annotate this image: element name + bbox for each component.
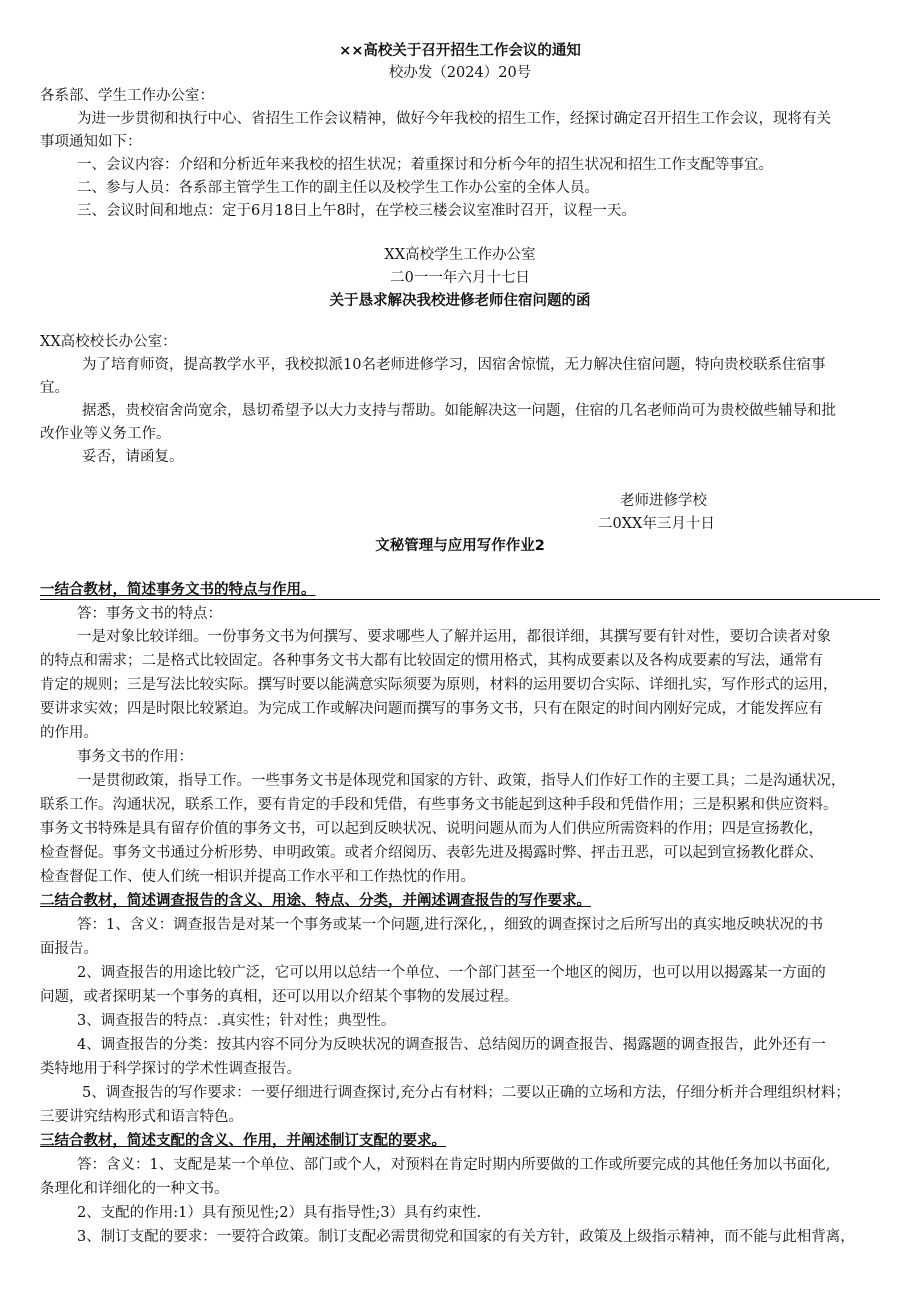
answer-line: 答：含义：1、支配是某一个单位、部门或个人，对预料在肯定时期内所要做的工作或所要完成的其他任务加以书面化,	[77, 1157, 831, 1173]
answer-line: 检查督促。事务文书通过分析形势、申明政策。或者介绍阅历、表彰先进及揭露时弊、抨击丑恶，可以起到宣扬教化群众、	[40, 845, 823, 861]
letter-title: 关于恳求解决我校进修老师住宿问题的函	[329, 293, 591, 309]
question-heading: 三结合教材，简述支配的含义、作用，并阐述制订支配的要求。	[40, 1133, 446, 1149]
notice-intro-line: 事项通知如下：	[40, 134, 142, 150]
answer-line: 2、调查报告的用途比较广泛，它可以用以总结一个单位、一个部门甚至一个地区的阅历，也可以用以揭露某一方面的	[77, 965, 826, 981]
answer-line: 事务文书的作用：	[77, 749, 193, 765]
letter-signature-org: 老师进修学校	[620, 493, 707, 509]
assignment-title: 文秘管理与应用写作作业2	[375, 538, 545, 554]
answer-line: 3、调查报告的特点：.真实性；针对性；典型性。	[77, 1013, 396, 1029]
answer-line: 一是对象比较详细。一份事务文书为何撰写、要求哪些人了解并运用，都很详细，其撰写要有针对性，要切合读者对象	[77, 629, 831, 645]
answer-line: 检查督促工作、使人们统一相识并提高工作水平和工作热忱的作用。	[40, 869, 475, 885]
answer-line: 条理化和详细化的一种文书。	[40, 1181, 229, 1197]
answer-line: 肯定的规则；三是写法比较实际。撰写时要以能满意实际须要为原则，材料的运用要切合实际、详细扎实，写作形式的运用，	[40, 677, 838, 693]
notice-intro-line: 为进一步贯彻和执行中心、省招生工作会议精神，做好今年我校的招生工作，经探讨确定召开招生工作会议，现将有关	[77, 111, 831, 127]
answer-line: 一是贯彻政策，指导工作。一些事务文书是体现党和国家的方针、政策，指导人们作好工作的主要工具；二是沟通状况，	[77, 773, 846, 789]
letter-salutation: XX高校校长办公室：	[40, 334, 177, 350]
answer-line: 问题，或者探明某一个事务的真相，还可以用以介绍某个事物的发展过程。	[40, 989, 519, 1005]
question-heading: 一结合教材，简述事务文书的特点与作用。	[40, 582, 316, 598]
answer-line: 3、制订支配的要求：一要符合政策。制订支配必需贯彻党和国家的有关方针，政策及上级指示精神，而不能与此相背离，	[77, 1229, 855, 1245]
notice-salutation: 各系部、学生工作办公室：	[40, 88, 214, 104]
letter-paragraph-line: 为了培育师资，提高教学水平，我校拟派10名老师进修学习，因宿舍惊慌，无力解决住宿问题，特向贵校联系住宿事	[82, 357, 826, 373]
answer-line: 联系工作。沟通状况，联系工作，要有肯定的手段和凭借，有些事务文书能起到这种手段和凭借作用；三是积累和供应资料。	[40, 797, 838, 813]
letter-paragraph-line: 改作业等义务工作。	[40, 426, 171, 442]
answer-line: 事务文书特殊是具有留存价值的事务文书，可以起到反映状况、说明问题从而为人们供应所需资料的作用；四是宣扬教化，	[40, 821, 823, 837]
answer-line: 三要讲究结构形式和语言特色。	[40, 1109, 243, 1125]
notice-doc-number: 校办发（2024）20号	[388, 65, 532, 81]
notice-item: 三、会议时间和地点：定于6月18日上午8时，在学校三楼会议室准时召开，议程一天。	[77, 203, 636, 219]
letter-paragraph-line: 妥否，请函复。	[82, 449, 184, 465]
letter-signature-date: 二0XX年三月十日	[598, 516, 715, 532]
question-heading: 二结合教材，简述调查报告的含义、用途、特点、分类，并阐述调查报告的写作要求。	[40, 893, 591, 909]
notice-signature-org: XX高校学生工作办公室	[384, 247, 536, 263]
notice-item: 一、会议内容：介绍和分析近年来我校的招生状况；着重探讨和分析今年的招生状况和招生工作支配等事宜。	[77, 157, 773, 173]
letter-paragraph-line: 宜。	[40, 380, 69, 396]
notice-title: ××高校关于召开招生工作会议的通知	[339, 43, 581, 59]
answer-line: 答：事务文书的特点：	[77, 606, 222, 622]
answer-line: 的特点和需求；二是格式比较固定。各种事务文书大都有比较固定的惯用格式，其构成要素以及各构成要素的写法，通常有	[40, 653, 823, 669]
heading-divider	[40, 599, 880, 600]
notice-item: 二、参与人员：各系部主管学生工作的副主任以及校学生工作办公室的全体人员。	[77, 180, 599, 196]
answer-line: 4、调查报告的分类：按其内容不同分为反映状况的调查报告、总结阅历的调查报告、揭露题的调查报告，此外还有一	[77, 1037, 826, 1053]
answer-line: 答：1、含义：调查报告是对某一个事务或某一个问题,进行深化，，细致的调查探讨之后所写出的真实地反映状况的书	[77, 917, 824, 933]
answer-line: 2、支配的作用:1）具有预见性;2）具有指导性;3）具有约束性.	[77, 1205, 482, 1221]
letter-paragraph-line: 据悉，贵校宿舍尚宽余，恳切希望予以大力支持与帮助。如能解决这一问题，住宿的几名老师尚可为贵校做些辅导和批	[82, 403, 836, 419]
notice-signature-date: 二0一一年六月十七日	[390, 270, 530, 286]
answer-line: 面报告。	[40, 941, 98, 957]
answer-line: 类特地用于科学探讨的学术性调查报告。	[40, 1061, 301, 1077]
answer-line: 5、调查报告的写作要求：一要仔细进行调查探讨,充分占有材料；二要以正确的立场和方法，仔细分析并合理组织材料；	[82, 1085, 850, 1101]
answer-line: 的作用。	[40, 725, 98, 741]
answer-line: 要讲求实效；四是时限比较紧迫。为完成工作或解决问题而撰写的事务文书，只有在限定的时间内刚好完成，才能发挥应有	[40, 701, 823, 717]
